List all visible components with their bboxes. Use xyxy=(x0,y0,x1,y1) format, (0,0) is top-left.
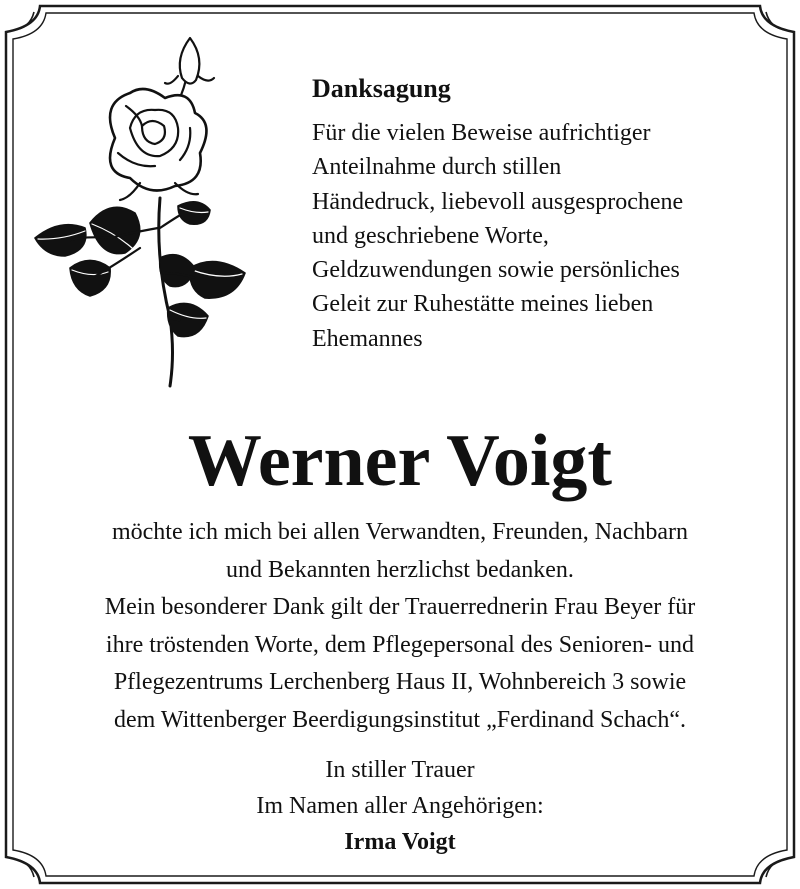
intro-line: Geldzuwendungen sowie persönliches xyxy=(312,257,680,284)
deceased-name: Werner Voigt xyxy=(187,420,613,502)
closing-line: In stiller Trauer xyxy=(325,757,475,783)
body-line: dem Wittenberger Beerdigungsinstitut „Ferdinand Schach“. xyxy=(113,706,686,733)
thanks-paragraph xyxy=(20,514,780,740)
body-line: möchte ich mich bei allen Verwandten, Freunden, Nachbarn xyxy=(111,519,689,545)
closing-block xyxy=(0,752,800,860)
intro-line: Anteilnahme durch stillen xyxy=(312,154,562,181)
intro-block xyxy=(312,72,772,356)
body-line: und Bekannten herzlichst bedanken. xyxy=(226,556,574,583)
intro-line: und geschriebene Worte, xyxy=(312,222,549,249)
body-line: Mein besonderer Dank gilt der Trauerrednerin Frau Beyer für xyxy=(104,594,696,621)
intro-line: Für die vielen Beweise aufrichtiger xyxy=(312,120,651,146)
body-line: ihre tröstenden Worte, dem Pflegepersonal des Senioren- und xyxy=(105,631,695,658)
body-line: Pflegezentrums Lerchenberg Haus II, Wohnbereich 3 sowie xyxy=(113,669,687,696)
closing-line: Im Namen aller Angehörigen: xyxy=(256,793,544,819)
signer-name: Irma Voigt xyxy=(344,829,456,855)
rose-icon xyxy=(30,28,252,390)
intro-line: Ehemannes xyxy=(312,325,423,352)
intro-line: Händedruck, liebevoll ausgesprochene xyxy=(312,188,684,215)
notice-heading: Danksagung xyxy=(312,74,451,103)
intro-paragraph xyxy=(312,116,772,356)
intro-line: Geleit zur Ruhestätte meines lieben xyxy=(312,291,654,318)
